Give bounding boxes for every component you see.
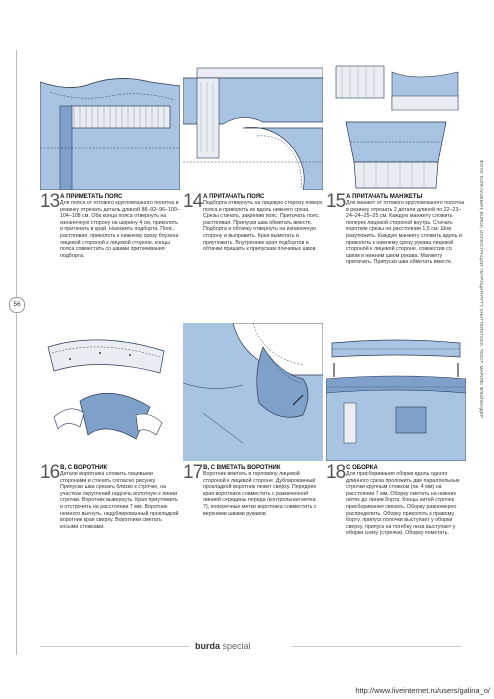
step-text: Воротник вметать в горловину лицевой стороной к лицевой стороне. Дублированный прокладкой воротник лежит сверху. Переднее края воротника совместить с размеченной линией середины переда (контрольная метка 7), поперечные метки воротника совместить с верхними швами рукавов. (203, 471, 317, 517)
illustration-14 (183, 52, 323, 190)
step-title: А ПРИТАЧАТЬ МАНЖЕТЫ (346, 194, 423, 200)
step-text: Подборта отвернуть на лицевую сторону поверх пояса и приколоть их вдоль нижнего среза. Срезы стачать, закрепив пояс. Притачать пояс, растягивая. Припуски шва обметать вместе. Подборта и обтачку отвернуть на изнаночную сторону и выправить. Края выметать и приутюжить. Внутренние края подбортов и обтачки пришить к припускам плечевых швов. (203, 200, 323, 253)
step-text: Детали воротника сложить лицевыми сторонами и стачать согласно рисунку. Припуски шва срезать близко к строчке, на участках округлений надсечь вплотную к линии строчки. Воротник вывернуть. Края приутюжить и отстрочить на расстоянии 7 мм. Воротник немного выгнуть, недублированный прокладкой воротник края сверху. Воротники сметать косыми стежками. (60, 471, 179, 530)
watermark-url: http://www.liveinternet.ru/users/galina_o/ (355, 686, 490, 695)
footer-brand: burda (195, 641, 221, 651)
margin-line (16, 50, 17, 655)
step-text: Для присборивания оборки вдоль одного длинного среза проложить две параллельные строчки крупным стежком (ок. 4 мм) на расстоянии 7 мм. Оборку сметать на нижних нитях до линии борта. Концы нитей строчек присборивания связать. Оборку равномерно распределить. Оборку приколоть к правому борту, припуск полочки выступает у оборки сверху, припуск на погибку низа выступает у оборки снизу (стрелки). Оборку пометать. (346, 471, 460, 537)
illustration-16 (40, 323, 180, 461)
step-text: Для манжет от готового кругловязаного полотна в резинку отрезать 2 детали длиной по 22–23–24–24–25–25 см. Каждую манжету сложить поперек лицевой стороной внутрь. Стачать короткие срезы на расстоянии 1,5 см. Шов разутюжить. Каждую манжету сложить вдоль и приколоть к нижнему срезу рукава лицевой стороной к лицевой стороне, совместив со швом в нижним швом рукава. Манжету притачать. Припуски шва обметать вместе. (346, 200, 465, 266)
step-text: Для пояса от готового кругловязаного полотна в резинку отрезать деталь длиной 88–92–96–100–104–108 см. Оба конца пояса отвернуть на изнаночную сторону на ширину 4 см, приколоть и притачать в край. Нахожить подборта. Пояс, растягивая, приколоть к нижнему срезу блузона лицевой стороной к лицевой стороне, концы пояса совместить со швами притачивания подборта. (60, 200, 180, 259)
footer (195, 641, 251, 651)
step-number: 14 (183, 191, 203, 212)
step-title: В, С ВМЕТАТЬ ВОРОТНИК (203, 465, 281, 471)
step-title: В, С ВОРОТНИК (60, 465, 108, 471)
footer-suffix: special (222, 641, 251, 651)
illustration-13 (40, 52, 180, 190)
illustration-17 (183, 323, 323, 461)
illustration-18 (326, 323, 466, 461)
page-number: 56 (9, 297, 25, 313)
step-title: С ОБОРКА (346, 465, 378, 471)
step-number: 16 (40, 462, 60, 483)
step-number: 18 (326, 462, 346, 483)
illustration-15 (326, 52, 466, 190)
photo-credit: ФОТО: ЮЛЯ ЛАЗЕВИЧ, BURDA, ИЛЛЮСТРАЦИИ: ПАТРИЦИЯ РУТТ, SHUTTERSTOCK. ТЕКСТ: МАРИЯС ФЛЕЙКЕНДЕР (479, 160, 484, 418)
footer-rule-right (292, 646, 462, 647)
step-title: А ПРИМЕТАТЬ ПОЯС (60, 194, 123, 200)
step-number: 15 (326, 191, 346, 212)
step-number: 17 (183, 462, 203, 483)
step-title: А ПРИТАЧАТЬ ПОЯС (203, 194, 265, 200)
step-number: 13 (40, 191, 60, 212)
footer-rule (40, 646, 190, 647)
